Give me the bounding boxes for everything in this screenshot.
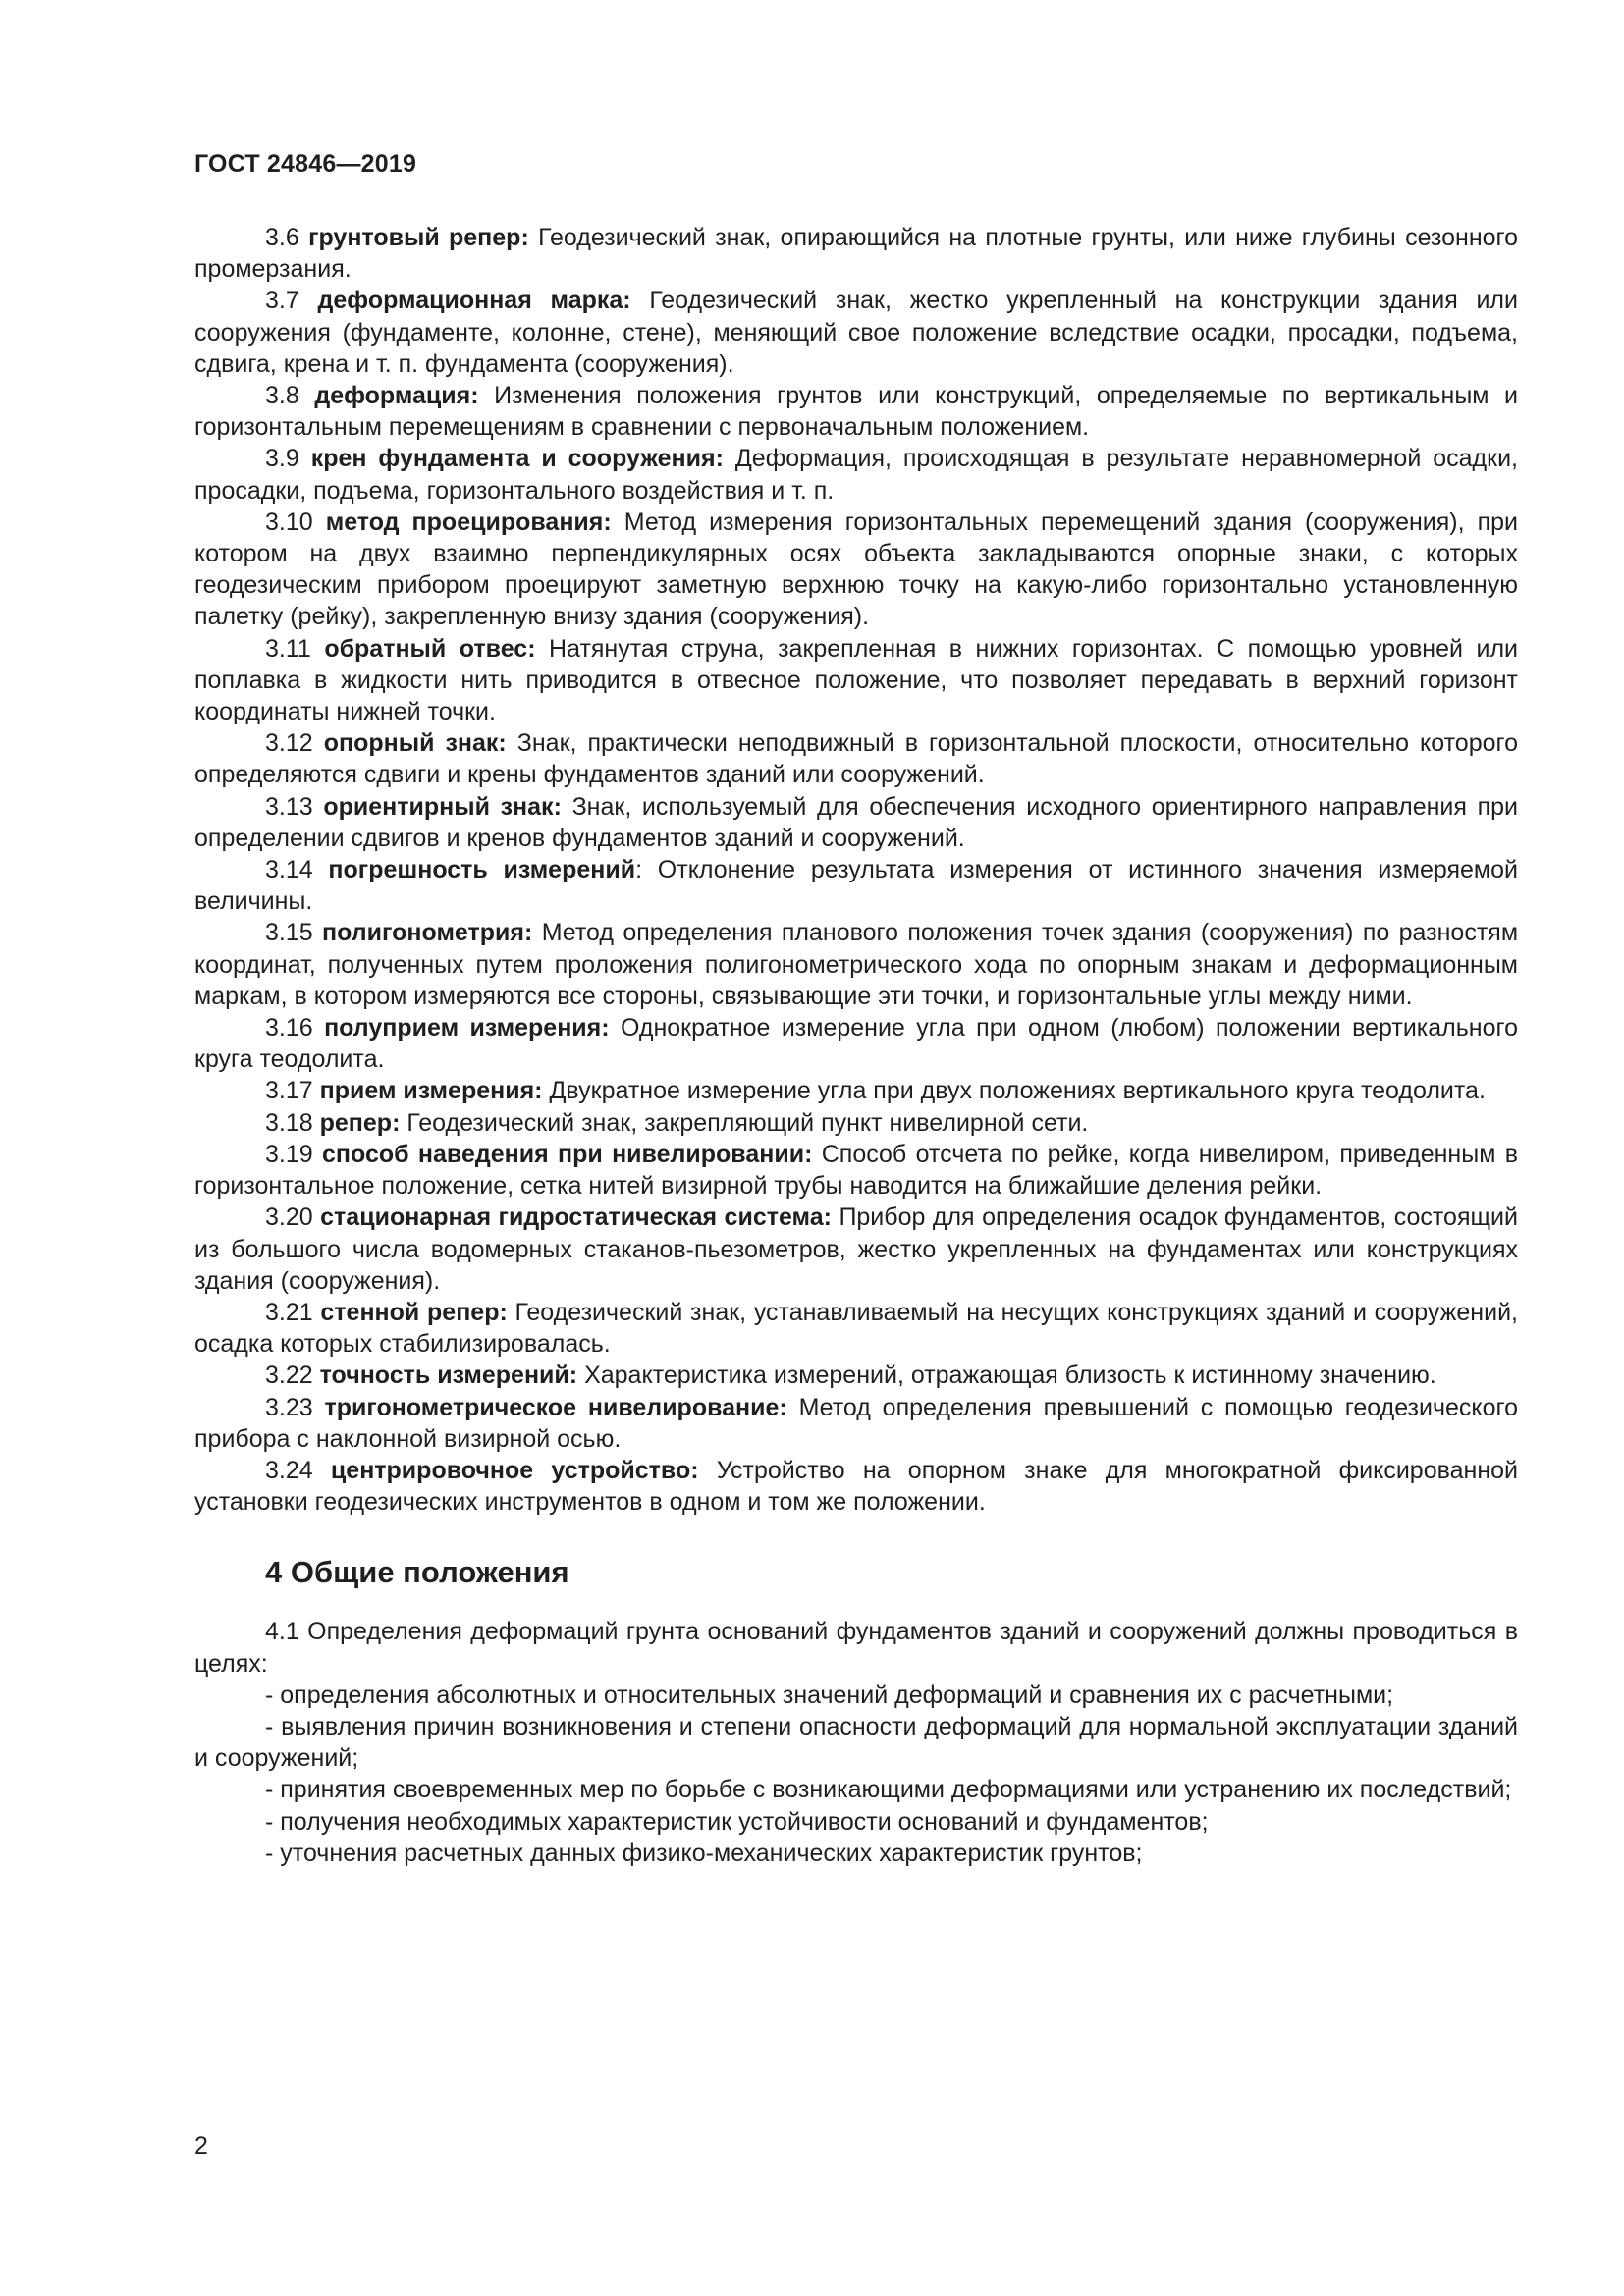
definition-text: : Отклонение результата измерения от истинного значения измеряемой величины.	[194, 856, 1518, 916]
definition-3-19	[194, 1139, 1518, 1201]
definition-number: 3.7	[265, 287, 299, 315]
definition-term: деформационная марка:	[317, 287, 631, 315]
definition-term: центрировочное устройство:	[330, 1456, 699, 1484]
definition-text: Знак, практически неподвижный в горизонтальной плоскости, относительно которого определяются сдвиги и крены фундаментов зданий или сооружений.	[194, 729, 1518, 789]
definition-3-20	[194, 1201, 1518, 1297]
definition-text: Натянутая струна, закрепленная в нижних горизонтах. С помощью уровней или поплавка в жидкости нить приводится в отвесное положение, что позволяет передавать в верхний горизонт координаты нижней точки.	[194, 634, 1519, 726]
definition-3-8	[194, 380, 1518, 443]
definition-term: стенной репер:	[320, 1298, 508, 1326]
definition-number: 3.11	[265, 634, 311, 663]
definition-term: погрешность измерений	[328, 856, 636, 884]
definition-text: Геодезический знак, закрепляющий пункт нивелирной сети.	[406, 1108, 1089, 1137]
definition-text: Геодезический знак, жестко укрепленный на конструкции здания или сооружения (фундаменте, колонне, стене), меняющий свое положение вследствие осадки, просадки, подъема, сдвига, крена и т. п. фундамента (сооружения).	[194, 287, 1518, 378]
definition-term: опорный знак:	[323, 729, 507, 758]
definition-3-7	[194, 285, 1518, 380]
definition-term: тригонометрическое нивелирование:	[324, 1393, 787, 1421]
definition-text: Характеристика измерений, отражающая близость к истинному значению.	[584, 1362, 1436, 1390]
definition-term: прием измерения:	[319, 1077, 543, 1105]
definition-term: полуприем измерения:	[324, 1014, 610, 1042]
definition-number: 3.12	[265, 729, 313, 758]
definition-number: 3.21	[265, 1298, 313, 1326]
definition-3-17	[194, 1075, 1518, 1106]
definition-3-11	[194, 633, 1518, 728]
definition-number: 3.15	[265, 919, 313, 947]
definition-text: Знак, используемый для обеспечения исходного ориентирного направления при определении сдвигов и кренов фундаментов зданий и сооружений.	[194, 792, 1518, 852]
definition-text: Геодезический знак, устанавливаемый на несущих конструкциях зданий и сооружений, осадка которых стабилизировалась.	[194, 1298, 1518, 1359]
definition-number: 3.16	[265, 1014, 313, 1042]
definition-number: 3.19	[265, 1140, 313, 1168]
definition-text: Устройство на опорном знаке для многократной фиксированной установки геодезических инструментов в одном и том же положении.	[194, 1456, 1518, 1517]
definition-3-15	[194, 917, 1518, 1012]
definition-number: 3.17	[265, 1077, 313, 1105]
definition-text: Способ отсчета по рейке, когда нивелиром, приведенным в горизонтальное положение, сетка нитей визирной трубы наводится на ближайшие деления рейки.	[194, 1140, 1519, 1201]
definition-3-6	[194, 222, 1518, 285]
definition-text: Однократное измерение угла при одном (любом) положении вертикального круга теодолита.	[194, 1014, 1518, 1074]
list-item: - уточнения расчетных данных физико-механических характеристик грунтов;	[265, 1839, 1143, 1867]
definition-term: ориентирный знак:	[323, 792, 562, 821]
section-intro: 4.1 Определения деформаций грунта оснований фундаментов зданий и сооружений должны проводиться в целях:	[194, 1618, 1518, 1678]
list-item: - выявления причин возникновения и степени опасности деформаций для нормальной эксплуатации зданий и сооружений;	[194, 1712, 1518, 1773]
definition-text: Метод определения планового положения точек здания (сооружения) по разностям координат, полученных путем проложения полигонометрического хода по опорным знакам и деформационным маркам, в котором измеряются все стороны, связывающие эти точки, и горизонтальные углы между ними.	[194, 919, 1519, 1010]
definition-3-22	[194, 1360, 1518, 1391]
definition-text: Двукратное измерение угла при двух положениях вертикального круга теодолита.	[549, 1077, 1486, 1105]
definition-term: деформация:	[314, 382, 479, 410]
definition-term: метод проецирования:	[325, 507, 612, 536]
definition-number: 3.22	[265, 1362, 313, 1390]
definition-term: обратный отвес:	[324, 634, 536, 663]
definition-3-21	[194, 1297, 1518, 1360]
definition-3-18	[194, 1107, 1518, 1139]
definition-number: 3.20	[265, 1203, 313, 1232]
definition-3-23	[194, 1392, 1518, 1455]
definition-number: 3.24	[265, 1456, 313, 1484]
definition-term: крен фундамента и сооружения:	[310, 445, 724, 473]
definition-text: Деформация, происходящая в результате неравномерной осадки, просадки, подъема, горизонтального воздействия и т. п.	[194, 445, 1518, 505]
definition-text: Изменения положения грунтов или конструкций, определяемые по вертикальным и горизонтальным перемещениям в сравнении с первоначальным положением.	[194, 382, 1518, 442]
definition-3-12	[194, 727, 1518, 790]
definition-3-10	[194, 507, 1518, 633]
definition-number: 3.13	[265, 792, 313, 821]
document-header: ГОСТ 24846—2019	[194, 150, 417, 178]
list-item: - принятия своевременных мер по борьбе с возникающими деформациями или устранению их последствий;	[265, 1776, 1512, 1804]
definition-3-9	[194, 443, 1518, 506]
definition-term: точность измерений:	[319, 1362, 578, 1390]
definition-3-13	[194, 791, 1518, 854]
definition-number: 3.23	[265, 1393, 313, 1421]
list-item: - определения абсолютных и относительных значений деформаций и сравнения их с расчетными;	[265, 1681, 1394, 1709]
document-body	[194, 222, 1518, 1869]
definition-term: грунтовый репер:	[308, 224, 529, 251]
definition-text: Метод определения превышений с помощью геодезического прибора с наклонной визирной осью.	[194, 1393, 1519, 1453]
definition-term: репер:	[319, 1108, 401, 1137]
definition-3-14	[194, 854, 1518, 917]
definition-term: стационарная гидростатическая система:	[320, 1203, 832, 1232]
section-heading: 4 Общие положения	[265, 1555, 569, 1590]
definition-number: 3.10	[265, 507, 313, 536]
definition-number: 3.18	[265, 1108, 313, 1137]
definition-number: 3.9	[265, 445, 299, 473]
definition-3-16	[194, 1012, 1518, 1075]
definition-number: 3.14	[265, 856, 313, 884]
page-number: 2	[194, 2132, 208, 2160]
list-item: - получения необходимых характеристик устойчивости оснований и фундаментов;	[265, 1807, 1209, 1836]
definition-number: 3.6	[265, 224, 299, 251]
definition-term: способ наведения при нивелировании:	[322, 1140, 813, 1168]
definition-text: Геодезический знак, опирающийся на плотные грунты, или ниже глубины сезонного промерзания.	[194, 224, 1519, 284]
definition-number: 3.8	[265, 382, 299, 410]
definition-text: Прибор для определения осадок фундаментов, состоящий из большого числа водомерных стаканов-пьезометров, жестко укрепленных на фундаментах или конструкциях здания (сооружения).	[194, 1203, 1518, 1295]
definition-3-24	[194, 1455, 1518, 1518]
definition-term: полигонометрия:	[322, 919, 533, 947]
definition-text: Метод измерения горизонтальных перемещений здания (сооружения), при котором на двух взаимно перпендикулярных осях объекта закладываются опорные знаки, с которых геодезическим прибором проецируют заметную верхнюю точку на какую-либо горизонтально установленную палетку (рейку), закрепленную внизу здания (сооружения).	[194, 507, 1518, 631]
